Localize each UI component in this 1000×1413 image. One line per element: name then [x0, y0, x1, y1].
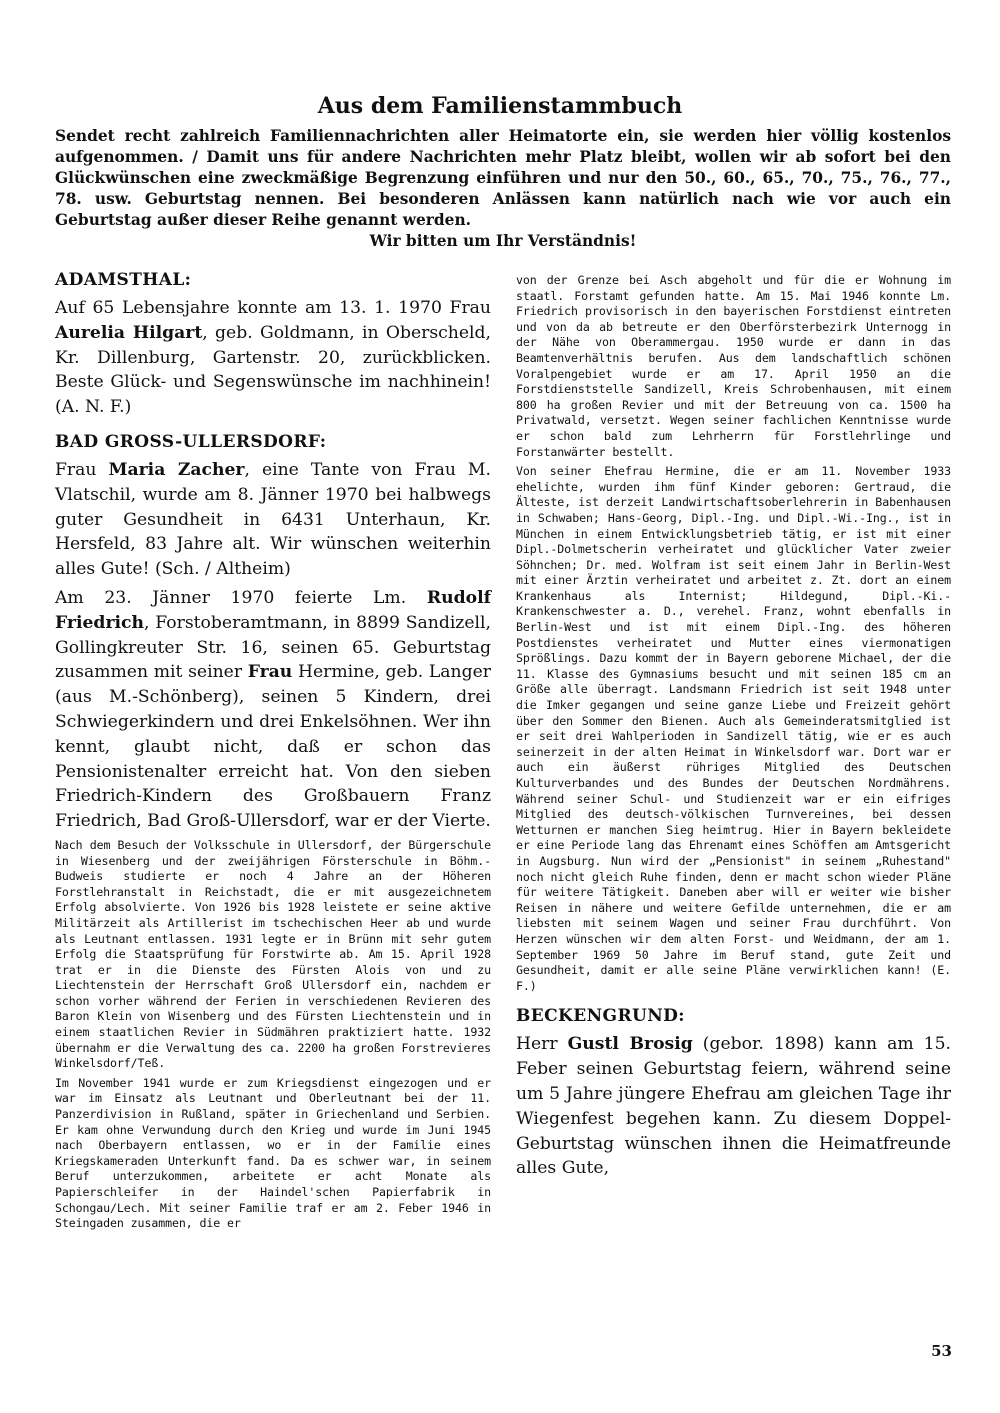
- person-name: Gustl Brosig: [567, 1034, 693, 1055]
- person-name: Frau: [247, 662, 293, 683]
- left-column: [55, 270, 491, 1236]
- intro-body: Sendet recht zahlreich Familiennachrichten aller Heimatorte ein, sie werden hier völlig kostenlos aufgenommen. / Damit uns für andere Nachrichten mehr Platz bleibt, wollen wir ab sofort bei den Glückwünschen eine zweckmäßige Begrenzung einführen und nur den 50., 60., 65., 70., 75., 76., 77., 78. usw. Geburtstag nennen. Bei besonderen Anlässen kann natürlich nach wie vor auch ein Geburtstag außer dieser Reihe genannt werden.: [55, 127, 951, 229]
- adamsthal-entry: Auf 65 Lebensjahre konnte am 13. 1. 1970 Frau Aurelia Hilgart, geb. Goldmann, in Oberscheld, Kr. Dillenburg, Gartenstr. 20, zurückblicken. Beste Glück- und Segenswünsche im nachhinein! (A. N. F.): [55, 298, 491, 418]
- page-number: 53: [931, 1342, 952, 1360]
- person-name: Maria Zacher: [108, 459, 245, 480]
- section-heading-beckengrund: BECKENGRUND:: [516, 1006, 685, 1027]
- section-heading-adamsthal: ADAMSTHAL:: [55, 270, 192, 290]
- friedrich-postwar-paragraph: von der Grenze bei Asch abgeholt und für die er Wohnung im staatl. Forstamt gefunden hatte. Am 15. Mai 1946 konnte Lm. Friedrich provisorisch in den bayerischen Forstdienst eintreten und von da ab betreute er den Oberförsterbezirk Unternogg in der Nähe von Oberammergau. 1950 wurde er dann in das Beamtenverhältnis berufen. Aus dem landschaftlich schönen Voralpengebiet wurde er am 17. April 1950 an die Forstdienststelle Sandizell, Kreis Schrobenhausen, mit einem 800 ha großen Revier und mit der Betreuung von ca. 1500 ha Privatwald, versetzt. Wegen seiner fachlichen Kenntnisse wurde er schon bald zum Lehrherrn für Forstlehrlinge und Forstanwärter bestellt.: [516, 273, 951, 459]
- brosig-entry: Herr Gustl Brosig (gebor. 1898) kann am 15. Feber seinen Geburtstag feiern, während seine um 5 Jahre jüngere Ehefrau am gleichen Tage ihr Wiegenfest begehen kann. Zu diesem Doppel-Geburtstag wünschen ihnen die Heimatfreunde alles Gute,: [516, 1034, 952, 1179]
- right-column: [516, 273, 951, 1185]
- zacher-entry: Frau Maria Zacher, eine Tante von Frau M. Vlatschil, wurde am 8. Jänner 1970 bei halbwegs guter Gesundheit in 6431 Unterhaun, Kr. Hersfeld, 83 Jahre alt. Wir wünschen weiterhin alles Gute! (Sch. / Altheim): [55, 459, 491, 580]
- section-heading-bad-gross-ullersdorf: BAD GROSS-ULLERSDORF:: [55, 431, 327, 452]
- intro-closing: Wir bitten um Ihr Verständnis!: [369, 232, 637, 250]
- friedrich-war-paragraph: Im November 1941 wurde er zum Kriegsdienst eingezogen und er war im Einsatz als Leutnant und Oberleutnant bei der 11. Panzerdivision in Rußland, später in Griechenland und Serbien. Er kam ohne Verwundung durch den Krieg und wurde im Juni 1945 nach Oberbayern entlassen, wo er in der Familie eines Kriegskameraden Unterkunft fand. Da es schwer war, in seinem Beruf unterzukommen, arbeitete er acht Monate als Papierschleifer in der Haindel'schen Papierfabrik in Schongau/Lech. Mit seiner Familie traf er am 2. Feber 1946 in Steingaden zusammen, die er: [55, 1075, 491, 1231]
- person-name: Aurelia Hilgart: [55, 322, 203, 343]
- friedrich-family-paragraph: Von seiner Ehefrau Hermine, die er am 11. November 1933 ehelichte, wurden ihm fünf Kinder geboren: Gertraud, die Älteste, ist derzeit Landwirtschaftsoberlehrerin in Babenhausen in Schwaben; Hans-Georg, Dipl.-Ing. und Dipl.-Wi.-Ing., ist in München in einem Entwicklungsbetrieb tätig, er ist mit einer Dipl.-Dolmetscherin verheiratet und glücklicher Vater zweier Söhnchen; Dr. med. Wolfram ist seit einem Jahr in Berlin-West mit einer Ärztin verheiratet und arbeitet z. Zt. dort an einem Krankenhaus als Internist; Hildegund, Dipl.-Ki.-Krankenschwester a. D., verehel. Franz, wohnt ebenfalls in Berlin-West und ist mit einem Dipl.-Ing. des höheren Postdienstes verheiratet und Mutter eines viermonatigen Sprößlings. Dazu kommt der in Bayern geborene Michael, der die 11. Klasse des Gymnasiums besucht und mit seinen 185 cm an Größe alle überragt. Landsmann Friedrich ist seit 1948 unter die Imker gegangen und seine ganze Liebe und Freizeit gehört über den Sommer den Bienen. Auch als Gemeinderatsmitglied ist er seit drei Wahlperioden in Sandizell tätig, wie er es auch seinerzeit in der alten Heimat in Winkelsdorf war. Dort war er auch ein äußerst rühriges Mitglied des Deutschen Kulturverbandes und des Bundes der Deutschen Nordmährens. Während seiner Schul- und Studienzeit war er ein eifriges Mitglied des deutsch-völkischen Turnvereines, bei dessen Wetturnen er manchen Sieg heimtrug. Hier in Bayern bekleidete er eine Periode lang das Ehrenamt eines Schöffen am Amtsgericht in Augsburg. Nun wird der „Pensionist" in seinem „Ruhestand" noch nicht gleich Ruhe finden, denn er macht schon wieder Pläne für weitere Tätigkeit. Daneben aber will er weiter wie bisher Reisen in nähere und weitere Gefilde unternehmen, die er am liebsten mit seinem Wagen und seiner Frau durchführt. Von Herzen wünschen wir dem alten Forst- und Weidmann, der am 1. September 1969 50 Jahre im Beruf stand, gute Zeit und Gesundheit, damit er alle seine Pläne verwirklichen kann! (E. F.): [516, 464, 951, 993]
- friedrich-career-paragraph: Nach dem Besuch der Volksschule in Ullersdorf, der Bürgerschule in Wiesenberg und der zweijährigen Försterschule in Böhm.-Budweis studierte er noch 4 Jahre an der Höheren Forstlehranstalt in Reichstadt, die er mit ausgezeichnetem Erfolg absolvierte. Von 1926 bis 1928 leistete er seine aktive Militärzeit als Artillerist im tschechischen Heer ab und wurde als Leutnant entlassen. 1931 legte er in Brünn mit sehr gutem Erfolg die Staatsprüfung für Forstwirte ab. Am 15. April 1928 trat er in die Dienste des Fürsten Alois von und zu Liechtenstein der Herrschaft Groß Ullersdorf ein, nachdem er schon vorher während der Ferien in verschiedenen Revieren des Baron Klein von Wisenberg und des Fürsten Liechtenstein und in einem staatlichen Revier in Südmähren praktiziert hatte. 1932 übernahm er die Verwaltung des ca. 2200 ha großen Forstrevieres Winkelsdorf/Teß.: [55, 837, 491, 1071]
- friedrich-entry: Am 23. Jänner 1970 feierte Lm. Rudolf Friedrich, Forstoberamtmann, in 8899 Sandizell, Gollingkreuter Str. 16, seinen 65. Geburtstag zusammen mit seiner Frau Hermine, geb. Langer (aus M.-Schönberg), seinen 5 Kindern, drei Schwiegerkindern und drei Enkelsöhnen. Wer ihn kennt, glaubt nicht, daß er schon das Pensionistenalter erreicht hat. Von den sieben Friedrich-Kindern des Großbauern Franz Friedrich, Bad Groß-Ullersdorf, war er der Vierte.: [55, 587, 491, 832]
- page-title: Aus dem Familienstammbuch: [317, 93, 683, 119]
- intro-notice: [55, 126, 951, 252]
- person-name: Rudolf Friedrich: [55, 587, 491, 633]
